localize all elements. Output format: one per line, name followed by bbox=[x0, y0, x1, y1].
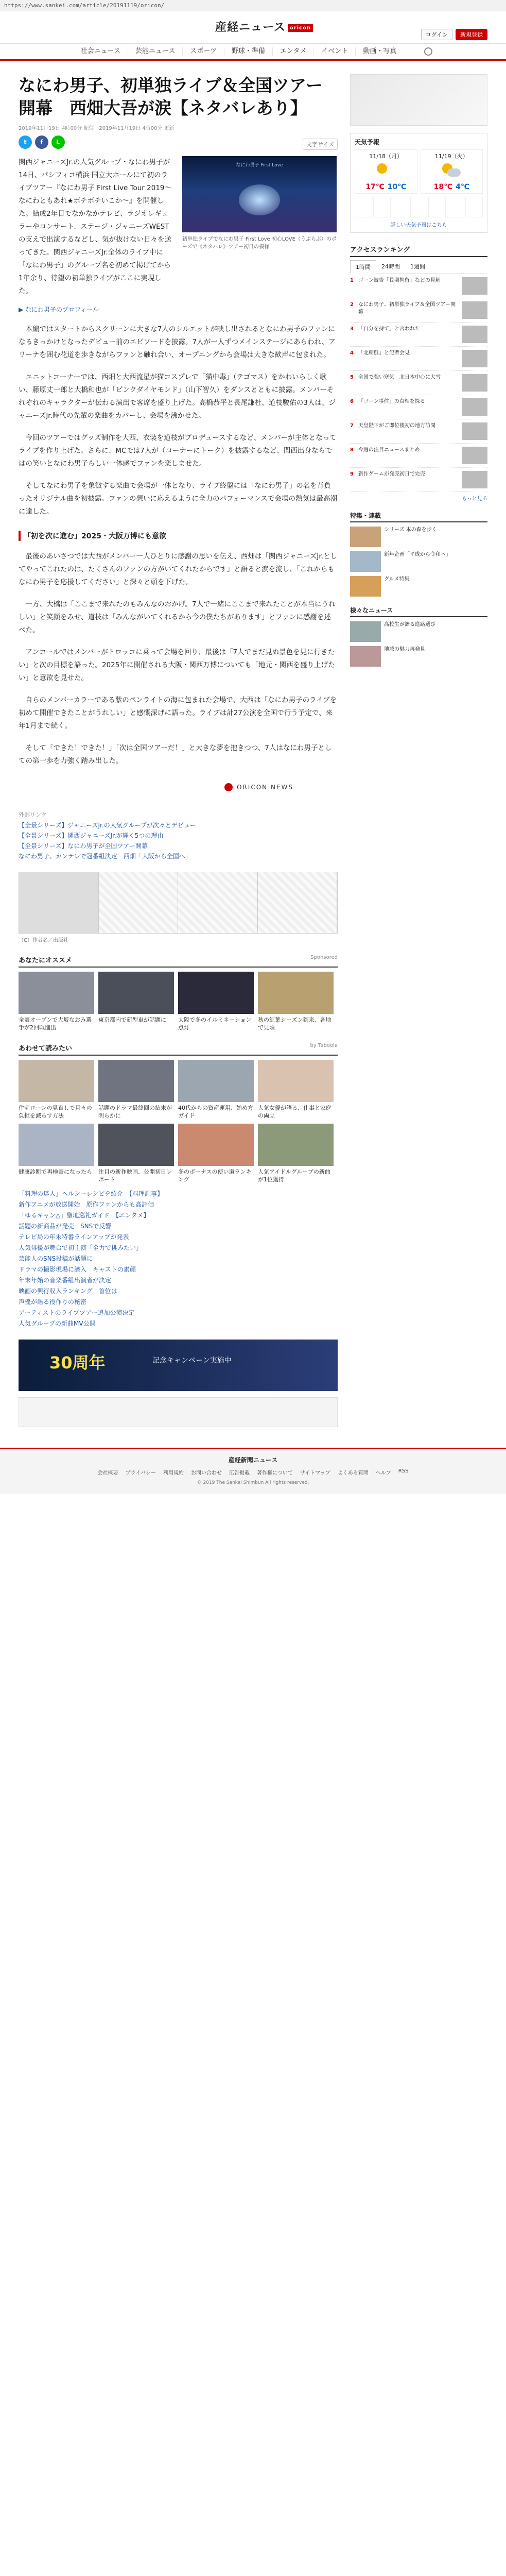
manga-panel bbox=[258, 872, 338, 933]
recommend-title: あなたにオススメ bbox=[19, 957, 72, 964]
footer-link[interactable]: 広告掲載 bbox=[229, 1470, 250, 1476]
ranking-item[interactable]: 2 なにわ男子、初単独ライブ＆全国ツアー開幕 bbox=[350, 298, 487, 323]
ranking-widget bbox=[350, 244, 487, 502]
card-thumb bbox=[19, 1060, 94, 1102]
nav-item[interactable]: イベント bbox=[313, 47, 355, 56]
recommend-card[interactable] bbox=[19, 1060, 94, 1120]
site-footer bbox=[0, 1448, 506, 1494]
manga-panel bbox=[99, 872, 179, 933]
recommend2-grid bbox=[19, 1060, 338, 1120]
content-wrap bbox=[0, 61, 506, 1427]
headline-link[interactable]: 新作アニメが放送開始 原作ファンからも高評価 bbox=[19, 1201, 154, 1208]
headline-link[interactable]: 年末年始の音楽番組出演者が決定 bbox=[19, 1277, 112, 1284]
forecast-cell bbox=[428, 197, 446, 217]
special-heading: 特集・連載 bbox=[350, 511, 487, 522]
browser-url[interactable]: https://www.sankei.com/article/20191119/oricon/ bbox=[0, 0, 506, 11]
tab-1h[interactable]: 1時間 bbox=[350, 260, 376, 274]
card-thumb bbox=[178, 972, 254, 1014]
tab-1w[interactable]: 1週間 bbox=[410, 263, 425, 270]
temp-low: 10℃ bbox=[387, 183, 407, 191]
nav-item[interactable]: 社会ニュース bbox=[80, 47, 120, 55]
external-links bbox=[19, 810, 338, 861]
card-title: 注目の新作映画、公開初日レポート bbox=[98, 1168, 172, 1183]
login-button[interactable]: ログイン bbox=[421, 29, 452, 40]
card-thumb bbox=[258, 1060, 334, 1102]
other-item[interactable]: 地域の魅力再発見 bbox=[350, 646, 487, 667]
headline-link[interactable]: ドラマの撮影現場に潜入 キャストの素顔 bbox=[19, 1266, 136, 1273]
recommend-card[interactable] bbox=[98, 1124, 174, 1183]
footer-link[interactable]: 著作権について bbox=[257, 1470, 293, 1476]
weather-widget bbox=[350, 133, 487, 233]
card-title: 全豪オープンで大坂なおみ選手が2回戦進出 bbox=[19, 1016, 92, 1031]
forecast-cell bbox=[410, 197, 428, 217]
font-size-control[interactable]: 文字サイズ bbox=[303, 139, 338, 150]
stage-light bbox=[239, 184, 280, 215]
logo-badge: oricon bbox=[288, 24, 313, 32]
headline-link[interactable]: 映画の興行収入ランキング 首位は bbox=[19, 1287, 117, 1295]
recommend-heading bbox=[19, 955, 338, 968]
card-thumb bbox=[19, 1124, 94, 1166]
weather-date: 11/19（火） bbox=[434, 153, 468, 160]
nav-item[interactable]: 動画・写真 bbox=[355, 47, 404, 56]
headline-link[interactable]: 話題の新商品が発売 SNSで反響 bbox=[19, 1223, 112, 1230]
nav-item[interactable]: 野球・準備 bbox=[224, 47, 272, 56]
recommend-sponsor: Sponsored bbox=[310, 955, 338, 960]
card-title: 40代からの資産運用、始め方ガイド bbox=[178, 1105, 253, 1119]
weather-date: 11/18（月） bbox=[369, 153, 403, 160]
register-button[interactable]: 新規登録 bbox=[456, 29, 487, 40]
headline-link[interactable]: 人気グループの新曲MV公開 bbox=[19, 1320, 96, 1327]
card-thumb bbox=[178, 1060, 254, 1102]
ranking-item[interactable]: 9 新作ゲームが発売初日で完売 bbox=[350, 468, 487, 492]
ranking-heading bbox=[350, 244, 487, 257]
recommend-card[interactable] bbox=[178, 1060, 254, 1120]
headline-link[interactable]: 「ゆるキャン△」聖地巡礼ガイド 【エンタメ】 bbox=[19, 1212, 150, 1219]
ranking-item[interactable]: 1 ゴーン被告「長期拘留」などの見解 bbox=[350, 274, 487, 298]
weather-heading: 天気予報 bbox=[355, 139, 380, 146]
body-paragraph: 自らのメンバーカラーである紫のペンライトの海に包まれた会場で、大西は「なにわ男子のライブを初めて開催できたことがうれしい」と感慨深げに語った。ライブは計27公演を全国で行う予定で、来年1月まで続く。 bbox=[19, 696, 337, 730]
ranking-item[interactable]: 8 今週の注目ニュースまとめ bbox=[350, 444, 487, 468]
article-meta: 2019年11月19日 4時00分 配信 2019年11月19日 4時00分 更新 bbox=[19, 126, 175, 131]
weather-day[interactable] bbox=[355, 149, 417, 194]
ranking-more-link[interactable]: もっと見る bbox=[462, 496, 487, 502]
concert-photo[interactable] bbox=[182, 156, 337, 232]
footer-link[interactable]: 会社概要 bbox=[97, 1470, 118, 1476]
twitter-icon[interactable]: t bbox=[19, 135, 32, 149]
recommend-card[interactable] bbox=[98, 1060, 174, 1120]
body-paragraph: 本編ではスタートからスクリーンに大きな7人のシルエットが映し出されるとなにわ男子のファンになるきっかけとなったデビュー前のエピソードを披露。7人が一人ずつメインステージにあらわれ、アリーナを囲む花道を歩きながらファンと触れ合い、オープニングから会場は大きな歓声に包まれた。 bbox=[19, 325, 336, 359]
recommend2-sponsor: by Taboola bbox=[310, 1043, 338, 1048]
footer-link[interactable]: お問い合わせ bbox=[191, 1470, 222, 1476]
banner-sub: 記念キャンペーン実施中 bbox=[152, 1357, 232, 1365]
card-thumb bbox=[19, 972, 94, 1014]
nav-item[interactable]: スポーツ bbox=[182, 47, 223, 56]
manga-caption: （C）作者名／出版社 bbox=[19, 938, 68, 943]
ad-placeholder bbox=[351, 75, 487, 125]
ad-slot[interactable] bbox=[19, 1397, 338, 1427]
ranking-item[interactable]: 6 「ゴーン事件」の真相を探る bbox=[350, 395, 487, 419]
recommend-grid bbox=[19, 972, 338, 1031]
partly-cloudy-icon bbox=[441, 163, 462, 180]
external-link[interactable]: 【全景シリーズ】ジャニーズJr.の人気グループが次々とデビュー bbox=[19, 822, 196, 829]
article-photo[interactable] bbox=[182, 156, 337, 298]
sidebar bbox=[350, 61, 487, 1427]
body-paragraph: 一方、大橋は「ここまで来れたのもみんなのおかげ。7人で一緒にここまで来れたことが本当にうれしい」と笑顔をみせ、道枝は「みんながいてくれるから今の僕たちがあります」とファンに感謝を述べた。 bbox=[19, 600, 336, 634]
card-title: 秋の紅葉シーズン到来、各地で見頃 bbox=[258, 1016, 331, 1031]
footer-nav bbox=[0, 1468, 506, 1476]
recommend-card[interactable] bbox=[258, 972, 334, 1031]
special-item[interactable]: 新年企画「平成から令和へ」 bbox=[350, 551, 487, 572]
weather-days bbox=[355, 149, 483, 194]
ranking-item[interactable]: 3 「自分を持て」と言われた bbox=[350, 323, 487, 347]
recommend-card[interactable] bbox=[178, 1124, 254, 1183]
body-paragraph: 今回のツアーではグッズ制作を大西、衣装を道枝がプロデュースするなど、メンバーが主体となってライブを作り上げた。さらに、MCでは7人が（コーナーにトーク）を披露するなど、関西出身ならではの笑いとなにわ男子らしい一体感でファンを楽しませた。 bbox=[19, 434, 337, 468]
recommend3-grid bbox=[19, 1124, 338, 1183]
headline-link[interactable]: アーティストのライブツアー追加公演決定 bbox=[19, 1309, 135, 1316]
special-item[interactable]: グルメ特集 bbox=[350, 576, 487, 597]
external-link[interactable]: 【全景シリーズ】関西ジャニーズJr.が輝く5つの理由 bbox=[19, 832, 164, 839]
body-paragraph: 最後のあいさつでは大西がメンバー一人ひとりに感謝の思いを伝え、西畑は「関西ジャニーズJr.としてやってこれたのは、たくさんのファンの方がいてくれたからです」と語ると涙を流し、「これからもなにわ男子を応援してください」と深々と頭を下げた。 bbox=[19, 552, 338, 586]
card-thumb bbox=[98, 1124, 174, 1166]
article-lead bbox=[19, 156, 338, 298]
card-title: 人気女優が語る、仕事と家庭の両立 bbox=[258, 1105, 331, 1119]
external-link[interactable]: 【全景シリーズ】なにわ男子が全国ツアー開幕 bbox=[19, 842, 148, 850]
other-section bbox=[350, 606, 487, 667]
copyright: © 2019 The Sankei Shimbun All rights reserved. bbox=[197, 1480, 309, 1485]
card-thumb bbox=[258, 1124, 334, 1166]
special-section bbox=[350, 511, 487, 597]
photo-caption: 初単独ライブでなにわ男子 First Love 初心LOVE（うぶらぶ）のポーズで《ネタバレ》ツアー初日の模様 bbox=[182, 236, 337, 250]
other-heading: 様々なニュース bbox=[350, 606, 487, 617]
manga-panel bbox=[178, 872, 258, 933]
manga-ad[interactable] bbox=[19, 872, 338, 934]
ranking-item[interactable]: 7 天皇陛下がご即位後初の地方訪問 bbox=[350, 419, 487, 444]
card-title: 健康診断で再検査になったら bbox=[19, 1168, 92, 1175]
ranking-item[interactable]: 5 全国で強い寒気 北日本中心に大雪 bbox=[350, 371, 487, 395]
recommend-card[interactable] bbox=[258, 1124, 334, 1183]
related-link[interactable]: ▶ なにわ男子のプロフィール bbox=[19, 306, 99, 313]
footer-link[interactable]: プライバシー bbox=[125, 1470, 156, 1476]
footer-link[interactable]: ヘルプ bbox=[375, 1470, 391, 1476]
header-actions bbox=[421, 29, 487, 40]
tab-24h[interactable]: 24時間 bbox=[381, 263, 400, 270]
body-paragraph: そして「できた！できた！」「次は全国ツアーだ！」と大きな夢を抱きつつ、7人はなにわ男子としての第一歩を力強く踏み出した。 bbox=[19, 744, 332, 765]
card-thumb bbox=[98, 972, 174, 1014]
card-title: 東京都内で新型車が話題に bbox=[98, 1016, 166, 1023]
forecast-cell bbox=[392, 197, 409, 217]
card-title: 冬のボーナスの使い道ランキング bbox=[178, 1168, 252, 1183]
campaign-banner[interactable] bbox=[19, 1340, 338, 1391]
recommend-card[interactable] bbox=[19, 1124, 94, 1183]
body-paragraph: ユニットコーナーでは、西畑と大西流星が猫コスプレで「猫中毒」（テゴマス）をかわいらしく歌い、藤原丈一郎と大橋和也が「ピンクダイヤモンド」（山下智久）をダンスとともに披露。メンバーそれぞれのキャラクターが伝わる演出で客席を盛り上げた。高橋恭平と長尾謙杜、道枝駿佑の3人は、ジャニーズJr.時代の先輩の楽曲をカバーし、会場を沸かせた。 bbox=[19, 373, 336, 420]
sidebar-ad[interactable] bbox=[350, 74, 487, 126]
temp-high: 18℃ bbox=[433, 183, 453, 191]
ranking-tabs bbox=[350, 260, 487, 274]
headline-link[interactable]: 声優が語る役作りの秘密 bbox=[19, 1298, 87, 1306]
footer-link[interactable]: RSS bbox=[398, 1468, 409, 1474]
share-buttons bbox=[19, 135, 338, 149]
forecast-cell bbox=[465, 197, 483, 217]
card-thumb bbox=[258, 972, 334, 1014]
lead-text: 関西ジャニーズJr.の人気グループ・なにわ男子が14日、パシフィコ横浜 国立大ホールにて初のライブツアー『なにわ男子 First Live Tour 2019〜なにわともあれ★ボチボチいこか〜』を開催した。結成2年目でなかなかテレビ、ラジオレギュラーやコンサート、ステージ・ジャニーズWESTの支えで出演するなどし、気が抜けない日々を送ってきた。関西ジャニーズJr.全体のライブ中に「なにわ男子」のグループ名を初めて掲げてから1年余り、待望の初単独ライブがここに実現した。 bbox=[19, 158, 172, 295]
headline-list bbox=[19, 1189, 338, 1329]
photo-title: なにわ男子 First Love bbox=[236, 163, 283, 168]
card-title: 話題のドラマ最終回の結末が明らかに bbox=[98, 1105, 172, 1119]
card-thumb bbox=[178, 1124, 254, 1166]
headline-link[interactable]: 芸能人のSNS投稿が話題に bbox=[19, 1255, 93, 1262]
card-title: 人気アイドルグループの新曲が1位獲得 bbox=[258, 1168, 330, 1183]
site-header bbox=[0, 11, 506, 43]
article-main bbox=[19, 61, 338, 1427]
temp-low: 4℃ bbox=[456, 183, 469, 191]
footer-link[interactable]: よくある質問 bbox=[337, 1470, 369, 1476]
article-body bbox=[19, 323, 338, 768]
card-title: 大阪で冬のイルミネーション点灯 bbox=[178, 1016, 252, 1031]
nav-item[interactable]: 芸能ニュース bbox=[128, 47, 182, 56]
ranking-title: アクセスランキング bbox=[350, 246, 410, 254]
footer-link[interactable]: 利用規約 bbox=[163, 1470, 184, 1476]
recommend2-title: あわせて読みたい bbox=[19, 1045, 73, 1053]
headline-link[interactable]: テレビ局の年末特番ラインアップが発表 bbox=[19, 1233, 129, 1241]
weather-day[interactable] bbox=[421, 149, 483, 194]
oricon-logo-icon bbox=[224, 783, 233, 791]
footer-link[interactable]: サイトマップ bbox=[300, 1470, 330, 1476]
main-nav bbox=[0, 43, 506, 61]
sunny-icon bbox=[376, 163, 396, 180]
ranking-item[interactable]: 4 「北朝鮮」と記者会見 bbox=[350, 347, 487, 371]
external-link[interactable]: なにわ男子、カンテレで冠番組決定 西畑「大阪から全国へ」 bbox=[19, 853, 191, 860]
recommend-card[interactable] bbox=[19, 972, 94, 1031]
nav-item[interactable]: エンタメ bbox=[272, 47, 313, 56]
forecast-cell bbox=[447, 197, 464, 217]
body-paragraph: そしてなにわ男子を象徴する楽曲で会場が一体となり、ライブ終盤には「なにわ男子」の名を背負ったオリジナル曲を初披露。ファンの想いに応えるように全力のパフォーマンスで会場の熱気は最高潮に達した。 bbox=[19, 482, 337, 516]
ranking-list bbox=[350, 274, 487, 492]
footer-logo[interactable]: 産経新聞ニュース bbox=[228, 1456, 278, 1464]
headline-link[interactable]: 人気俳優が舞台で初主演「全力で挑みたい」 bbox=[19, 1244, 143, 1251]
other-item[interactable]: 高校生が語る進路選び bbox=[350, 621, 487, 642]
recommend-card[interactable] bbox=[258, 1060, 334, 1120]
card-thumb bbox=[98, 1060, 174, 1102]
weekly-forecast bbox=[355, 197, 483, 217]
forecast-cell bbox=[355, 197, 372, 217]
manga-panel bbox=[19, 872, 99, 933]
facebook-icon[interactable]: f bbox=[35, 135, 48, 149]
site-logo[interactable] bbox=[215, 19, 313, 35]
forecast-cell bbox=[373, 197, 391, 217]
logo-text: 産経ニュース bbox=[215, 21, 286, 34]
search-icon[interactable] bbox=[424, 47, 432, 56]
links-heading: 外部リンク bbox=[19, 811, 47, 818]
article-subhead: 「初を次に進む」2025・大阪万博にも意欲 bbox=[19, 531, 338, 541]
temp-high: 17℃ bbox=[365, 183, 385, 191]
special-item[interactable]: シリーズ 本の森を歩く bbox=[350, 527, 487, 547]
recommend-card[interactable] bbox=[98, 972, 174, 1031]
banner-title: 30周年 bbox=[49, 1353, 106, 1372]
card-title: 住宅ローンの見直しで月々の負担を減らす方法 bbox=[19, 1105, 92, 1119]
recommend-card[interactable] bbox=[178, 972, 254, 1031]
article-title: なにわ男子、初単独ライブ＆全国ツアー開幕 西畑大吾が涙【ネタバレあり】 bbox=[19, 75, 323, 118]
headline-link[interactable]: 「料理の達人」ヘルシーレシピを紹介 【料理記事】 bbox=[19, 1190, 164, 1197]
oricon-label: ORICON NEWS bbox=[237, 784, 293, 791]
line-icon[interactable]: L bbox=[51, 135, 65, 149]
recommend2-heading bbox=[19, 1043, 338, 1056]
weather-link[interactable]: 詳しい天気予報はこちら bbox=[390, 223, 447, 228]
body-paragraph: アンコールではメンバーがトロッコに乗って会場を回り、最後は「7人でまだ見ぬ景色を見に行きたい」と次の目標を語った。2025年に開催される大阪・関西万博についても「地元・関西を盛り上げたい」と意欲を見せた。 bbox=[19, 648, 335, 682]
oricon-credit[interactable] bbox=[224, 783, 338, 791]
